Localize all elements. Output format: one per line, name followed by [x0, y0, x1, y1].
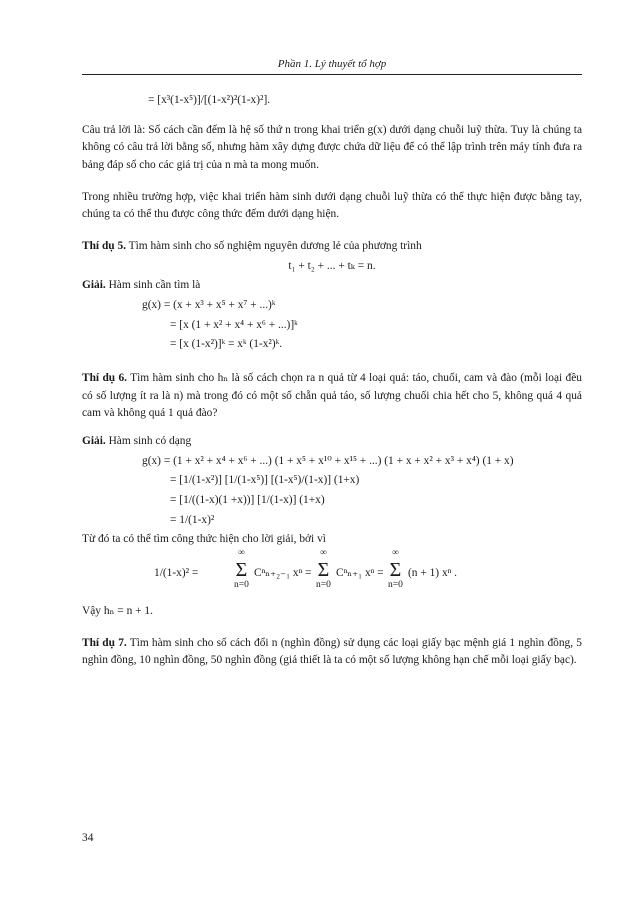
solution-6-line-3: = [1/((1-x)(1 +x))] [1/(1-x)] (1+x)	[170, 494, 325, 507]
page-number: 34	[82, 832, 94, 844]
header-rule	[82, 74, 582, 75]
running-header: Phần 1. Lý thuyết tổ hợp	[277, 58, 387, 70]
example-5-equation: t₁ + t₂ + ... + tₖ = n.	[288, 259, 376, 272]
page-body	[82, 90, 582, 670]
solution-6-conclusion: Vậy hₙ = n + 1.	[82, 605, 153, 618]
example-5-label: Thí dụ 5.	[82, 240, 127, 253]
sigma-symbol-3: Σ	[389, 558, 402, 581]
paragraph-expansion: Trong nhiều trường hợp, việc khai triển hàm sinh dưới dạng chuỗi luỹ thừa có thể thực hiện được bằng tay, chúng ta có thể thu được công thức đếm dưới dạng hiện.	[82, 190, 582, 221]
solution-5-line-3: = [x (1-x²)]ᵏ = xᵏ (1-x²)ᵏ.	[170, 338, 283, 351]
sigma-symbol-1: Σ	[235, 558, 248, 581]
example-7-text: Tìm hàm sinh cho số cách đổi n (nghìn đồng) sử dụng các loại giấy bạc mệnh giá 1 nghìn đồng, 5 nghìn đồng, 10 nghìn đồng, 50 nghìn đồng (giả thiết là ta có một số lượng không hạn chế mỗi loại giấy bạc).	[82, 636, 582, 667]
example-6-solution	[82, 433, 582, 451]
example-5	[82, 238, 582, 256]
solution-5-label: Giải.	[82, 279, 106, 292]
example-7	[82, 635, 582, 670]
solution-6-text: Hàm sinh có dạng	[105, 435, 192, 448]
solution-5-line-2: = [x (1 + x² + x⁴ + x⁶ + ...)]ᵏ	[170, 318, 298, 331]
sigma-symbol-2: Σ	[317, 558, 330, 581]
example-6-text: Tìm hàm sinh cho hₙ là số cách chọn ra n quả từ 4 loại quả: táo, chuối, cam và đào (mỗi loại đều có số lượng ít ra là n) mà trong đó có một số chẵn quả táo, số lượng chuối chia hết cho 5, không quá 4 quả cam và không quá 1 quả đào?	[82, 372, 582, 420]
paragraph-answer: Câu trả lời là: Số cách cần đếm là hệ số thứ n trong khai triển g(x) dưới dạng chuỗi luỹ thừa. Tuy là chúng ta không có câu trả lời bằng số, nhưng hàm xây dựng được chứa dữ liệu để có thể lập trình trên máy tính đưa ra bảng đáp số cho các giá trị của n mà ta mong muốn.	[82, 123, 582, 172]
sum-term-1: Cⁿₙ₊₂₋₁ xⁿ =	[254, 567, 312, 580]
solution-5-line-1: g(x) = (x + x³ + x⁵ + x⁷ + ...)ᵏ	[142, 299, 276, 312]
example-5-solution	[82, 277, 582, 295]
sum-equation	[82, 549, 582, 603]
example-6-label: Thí dụ 6.	[82, 372, 128, 385]
solution-6-line-1: g(x) = (1 + x² + x⁴ + x⁶ + ...) (1 + x⁵ + x¹⁰ + x¹⁵ + ...) (1 + x + x² + x³ + x⁴) (1 + x)	[142, 454, 514, 467]
example-5-text: Tìm hàm sinh cho số nghiệm nguyên dương lẻ của phương trình	[126, 240, 422, 253]
example-6	[82, 370, 582, 423]
equation-top: = [x³(1-x⁵)]/[(1-x²)²(1-x)²].	[148, 94, 271, 106]
solution-6-label: Giải.	[82, 435, 106, 448]
sigma-3: ∞ Σ n=0	[388, 548, 403, 590]
example-7-label: Thí dụ 7.	[82, 636, 127, 649]
solution-6-line-2: = [1/(1-x²)] [1/(1-x⁵)] [(1-x⁵)/(1-x)] (1+x)	[170, 474, 360, 487]
sum-lhs: 1/(1-x)² =	[154, 567, 199, 580]
sum-term-2: Cⁿₙ₊₁ xⁿ =	[336, 567, 384, 580]
sum-term-3: (n + 1) xⁿ .	[408, 567, 457, 580]
solution-5-text: Hàm sinh cần tìm là	[105, 279, 201, 292]
solution-6-line-4: = 1/(1-x)²	[170, 513, 215, 526]
sigma-2: ∞ Σ n=0	[316, 548, 331, 590]
solution-6-after: Từ đó ta có thể tìm công thức hiện cho lời giải, bởi vì	[82, 533, 326, 546]
sigma-1: ∞ Σ n=0	[234, 548, 249, 590]
